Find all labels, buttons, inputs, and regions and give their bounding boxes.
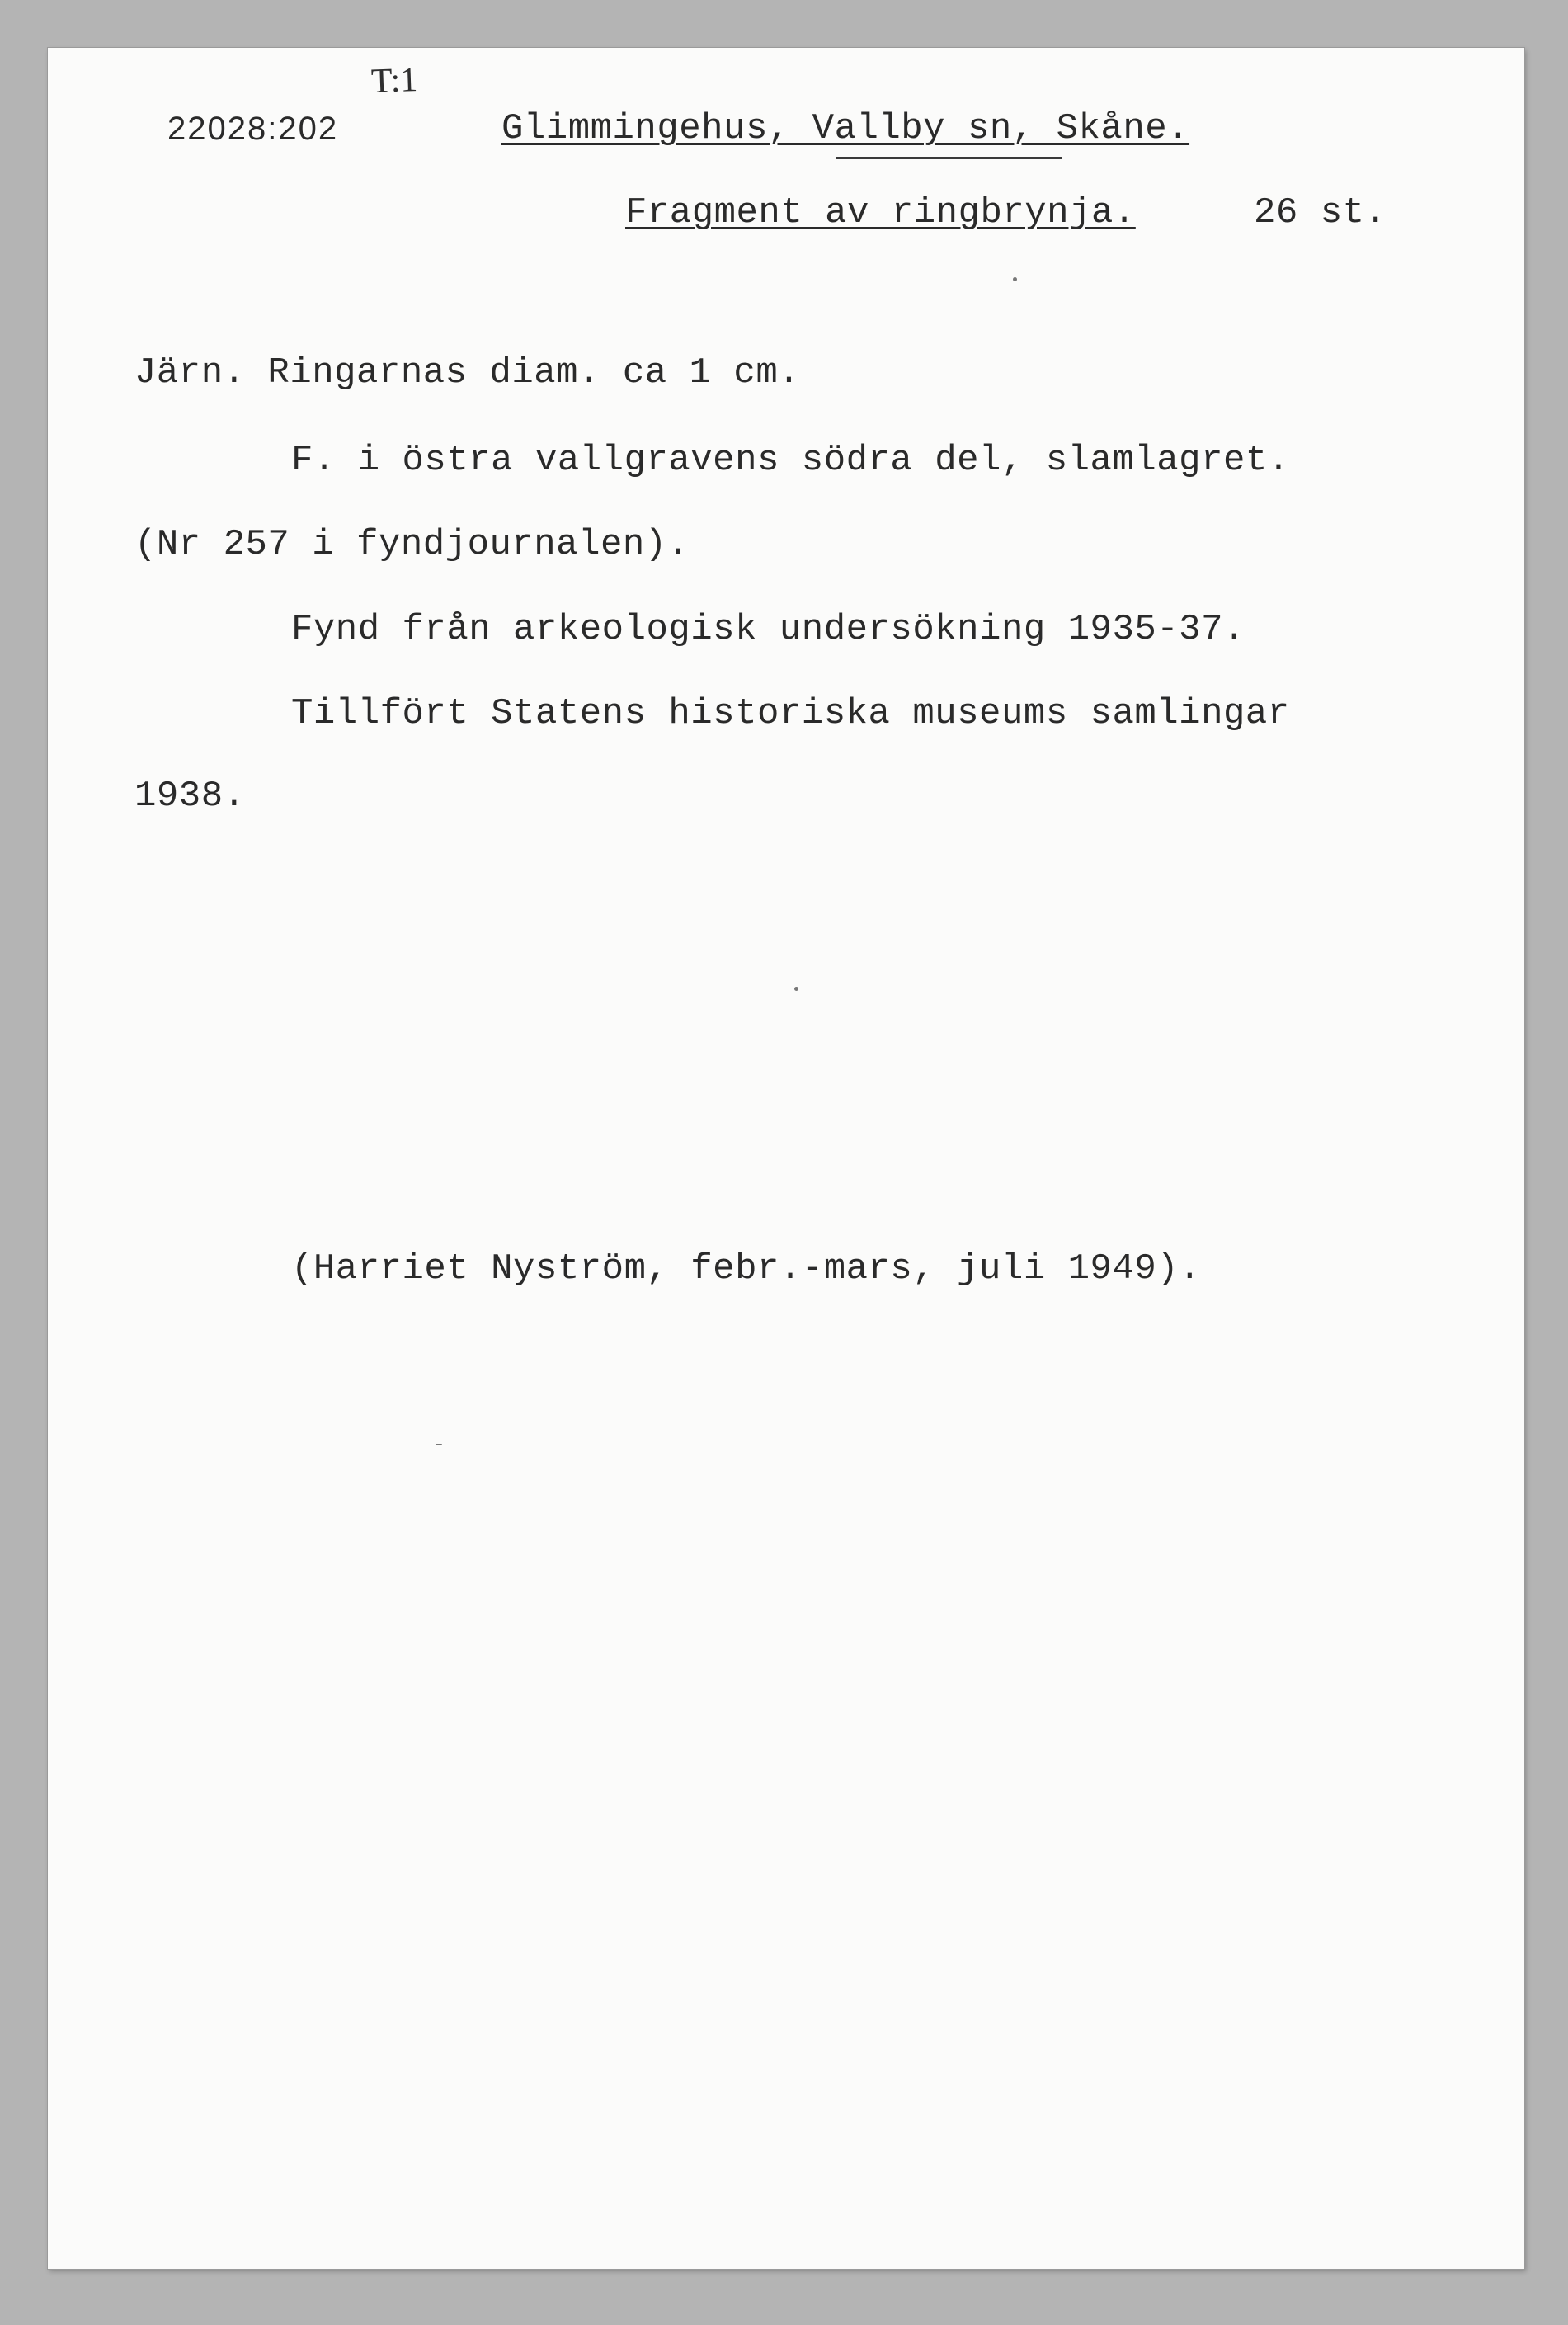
paper-speck <box>436 1444 442 1445</box>
object-title: Fragment av ringbrynja. <box>625 192 1136 233</box>
excavation-line: Fynd från arkeologisk undersökning 1935-37. <box>291 609 1245 650</box>
catalog-card <box>48 48 1524 2269</box>
find-context-line: F. i östra vallgravens södra del, slamlagret. <box>291 440 1290 481</box>
location-underline-mark <box>836 157 1062 159</box>
journal-reference-line: (Nr 257 i fyndjournalen). <box>134 524 690 565</box>
cataloguer-signature: (Harriet Nyström, febr.-mars, juli 1949). <box>291 1248 1202 1290</box>
paper-speck <box>1013 277 1017 281</box>
handwritten-mark: T:1 <box>370 61 419 101</box>
accession-year-line: 1938. <box>134 776 246 817</box>
find-location: Glimmingehus, Vallby sn, Skåne. <box>501 108 1190 149</box>
paper-speck <box>794 987 798 991</box>
material-line: Järn. Ringarnas diam. ca 1 cm. <box>134 352 801 394</box>
inventory-number: 22028:202 <box>167 111 339 147</box>
object-count: 26 st. <box>1254 192 1387 233</box>
accession-line: Tillfört Statens historiska museums samlingar <box>291 693 1290 734</box>
